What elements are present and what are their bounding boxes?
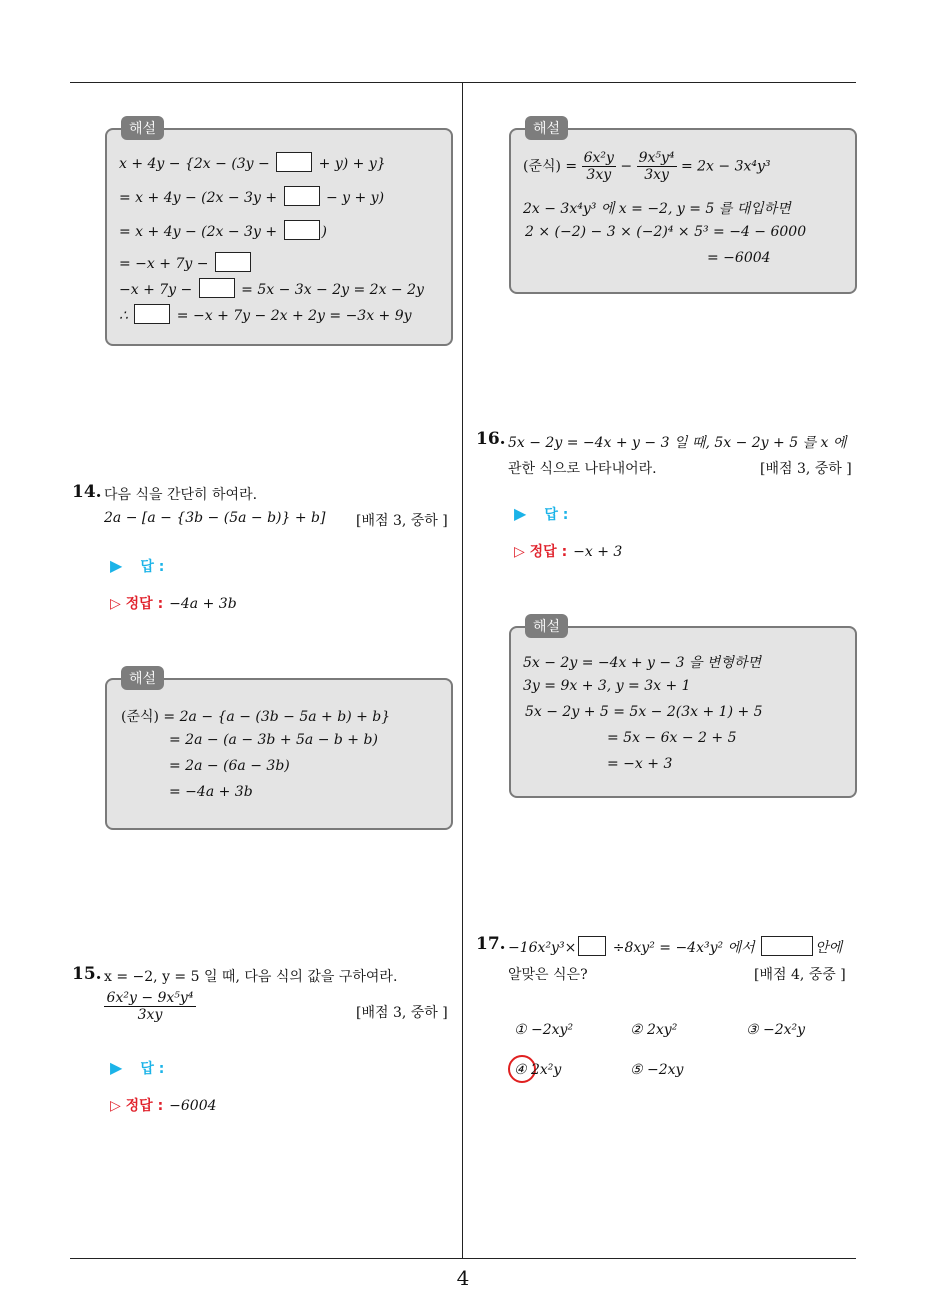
solution-box-q13 [105,121,453,346]
blank-box [284,186,320,206]
correct-value: −x + 3 [573,544,623,560]
solution-line: = 5x − 6x − 2 + 5 [607,730,737,746]
correct-label: ▷ 정답 : [110,596,164,612]
solution-tag: 해설 [525,614,568,638]
outline-triangle-icon: ▷ [110,1098,126,1114]
question-text: 관한 식으로 나타내어라. [508,461,657,477]
solution-box-q16 [509,619,857,798]
solution-line: 3y = 9x + 3, y = 3x + 1 [523,678,691,694]
choice-5[interactable]: ⑤ −2xy [630,1062,684,1078]
blank-box [134,304,170,324]
solution-box-q15 [509,121,857,294]
outline-triangle-icon: ▷ [110,596,126,612]
top-rule [70,82,856,83]
blank-box [276,152,312,172]
question-text: 알맞은 식은? [508,967,588,983]
choice-3[interactable]: ③ −2x²y [746,1022,806,1038]
question-text: 다음 식을 간단히 하여라. [104,487,258,503]
solution-line: = 2a − (a − 3b + 5a − b + b) [169,732,378,748]
blank-box [199,278,235,298]
solution-line: = x + 4y − (2x − 3y + ) [119,220,327,240]
choice-4[interactable]: ④ 2x²y [514,1062,562,1078]
solution-tag: 해설 [525,116,568,140]
question-number: 16. [476,429,506,449]
correct-value: −4a + 3b [169,596,237,612]
page-number: 4 [456,1266,470,1290]
question-number: 14. [72,482,102,502]
answer-row: ▶ 답 : [110,556,165,575]
choice-1[interactable]: ① −2xy² [514,1022,574,1038]
solution-line: 2 × (−2) − 3 × (−2)⁴ × 5³ = −4 − 6000 [525,224,807,240]
correct-label: ▷ 정답 : [110,1098,164,1114]
correct-answer-row [514,541,622,561]
answer-row: ▶ 답 : [110,1058,165,1077]
correct-answer-row [110,1095,217,1115]
solution-line: ∴ = −x + 7y − 2x + 2y = −3x + 9y [119,304,412,324]
blank-box [284,220,320,240]
question-text: −16x²y³× ÷8xy² = −4x³y² 에서 안에 [508,936,842,957]
question-number: 15. [72,964,102,984]
bottom-rule [70,1258,856,1259]
solution-tag: 해설 [121,666,164,690]
solution-line: 5x − 2y = −4x + y − 3 을 변형하면 [523,655,762,671]
solution-line: = −4a + 3b [169,784,253,800]
solution-line: 5x − 2y + 5 = 5x − 2(3x + 1) + 5 [525,704,763,720]
question-fraction: $\frac{\text{6x²y − 9x⁵y⁴}}{3xy}$ [104,990,196,1023]
solution-box-q14 [105,671,453,830]
solution-line: (준식) = $\frac{\text{6x²y}}{3xy}$ − $\frac{\text{9x⁵y⁴}}{3xy}$ = 2x − 3x⁴y³ [523,150,771,183]
blank-box [761,936,813,956]
solution-line: x + 4y − {2x − (3y − + y) + y} [119,152,386,172]
play-triangle-icon: ▶ [110,1058,123,1077]
solution-line: = x + 4y − (2x − 3y + − y + y) [119,186,384,206]
solution-line: = −6004 [707,250,771,266]
play-triangle-icon: ▶ [514,504,527,523]
answer-row: ▶ 답 : [514,504,569,523]
question-expression: 2a − [a − {3b − (5a − b)} + b] [104,510,326,526]
blank-box [578,936,606,956]
solution-line: = −x + 3 [607,756,673,772]
column-divider [462,83,463,1258]
outline-triangle-icon: ▷ [514,544,530,560]
choice-2[interactable]: ② 2xy² [630,1022,678,1038]
correct-label: ▷ 정답 : [514,544,568,560]
question-text: x = −2, y = 5 일 때, 다음 식의 값을 구하여라. [104,969,398,985]
solution-line: −x + 7y − = 5x − 3x − 2y = 2x − 2y [119,278,424,298]
play-triangle-icon: ▶ [110,556,123,575]
solution-line: (준식) = 2a − {a − (3b − 5a + b) + b} [121,709,391,725]
question-text: 5x − 2y = −4x + y − 3 일 때, 5x − 2y + 5 를 x 에 [508,435,847,451]
correct-answer-row [110,593,237,613]
score-label: [배점 4, 중중 ] [754,967,846,983]
correct-value: −6004 [169,1098,217,1114]
solution-line: = 2a − (6a − 3b) [169,758,290,774]
question-number: 17. [476,934,506,954]
score-label: [배점 3, 중하 ] [356,513,448,529]
blank-box [215,252,251,272]
solution-line: 2x − 3x⁴y³ 에 x = −2, y = 5 를 대입하면 [523,201,791,217]
solution-tag: 해설 [121,116,164,140]
score-label: [배점 3, 중하 ] [760,461,852,477]
score-label: [배점 3, 중하 ] [356,1005,448,1021]
solution-line: = −x + 7y − [119,252,253,272]
